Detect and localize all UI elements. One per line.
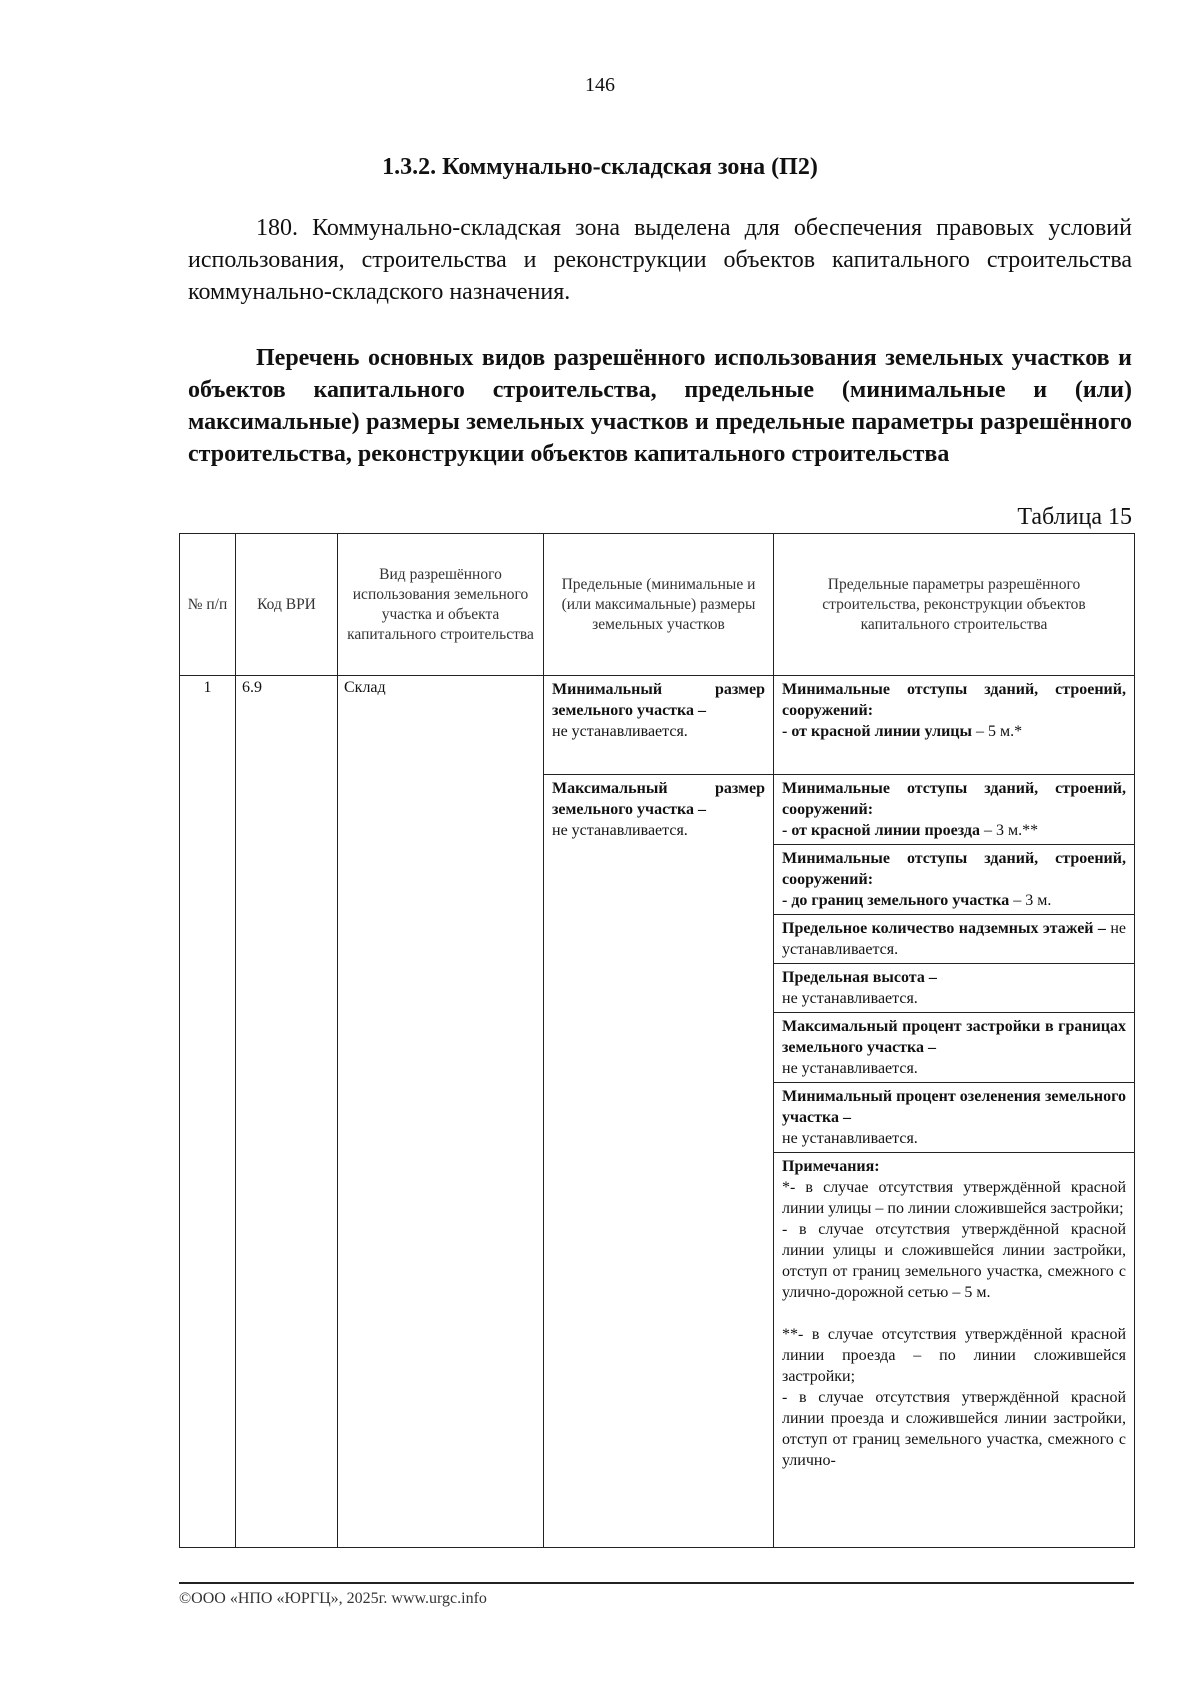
green-block: [774, 1083, 1134, 1153]
list-title: [188, 342, 1132, 470]
coverage-block: [774, 1013, 1134, 1083]
footer-copyright: ©ООО «НПО «ЮРГЦ», 2025г. www.urgc.info: [179, 1590, 487, 1607]
notes-3: **- в случае отсутствия утверждённой красной линии проезда – по линии сложившейся застройки;: [782, 1326, 1126, 1385]
green-label: Минимальный процент озеленения земельного участка –: [782, 1088, 1126, 1126]
height-label: Предельная высота –: [782, 969, 937, 986]
row-kind: Склад: [338, 676, 544, 1548]
max-size-value: не устанавливается.: [552, 822, 688, 839]
row-sizes: [544, 676, 774, 1548]
setback-road-block: [774, 775, 1134, 845]
page-number: 146: [585, 74, 615, 96]
paragraph-number: 180.: [256, 215, 298, 241]
header-kind: Вид разрешённого использования земельного участка и объекта капитального строительства: [338, 534, 544, 676]
zoning-table: [179, 533, 1135, 1548]
coverage-label: Максимальный процент застройки в границах земельного участка –: [782, 1018, 1126, 1056]
table-row: [180, 676, 1135, 1548]
floors-block: [774, 915, 1134, 964]
notes-block: [774, 1153, 1134, 1474]
table-header-row: [180, 534, 1135, 676]
list-title-text: Перечень основных видов разрешённого использования земельных участков и объектов капитального строительства, предельные (минимальные и (или) максимальные) размеры земельных участков и предельные параметры разрешённого строительства, реконструкции объектов капитального строительства: [188, 345, 1132, 467]
height-block: [774, 964, 1134, 1013]
setback-street-label: Минимальные отступы зданий, строений, сооружений:: [782, 681, 1126, 719]
height-value: не устанавливается.: [782, 990, 918, 1007]
setback-street-value: – 5 м.*: [972, 723, 1023, 740]
row-num: 1: [180, 676, 236, 1548]
header-sizes: Предельные (минимальные и (или максимальные) размеры земельных участков: [544, 534, 774, 676]
coverage-value: не устанавливается.: [782, 1060, 918, 1077]
setback-border-line: - до границ земельного участка: [782, 892, 1010, 909]
header-code: Код ВРИ: [236, 534, 338, 676]
setback-street-block: [774, 676, 1134, 775]
paragraph-text: Коммунально-складская зона выделена для обеспечения правовых условий использования, строительства и реконструкции объектов капитального строительства коммунально-складского назначения.: [188, 215, 1132, 305]
header-params: Предельные параметры разрешённого строительства, реконструкции объектов капитального строительства: [774, 534, 1135, 676]
row-code: 6.9: [236, 676, 338, 1548]
green-value: не устанавливается.: [782, 1130, 918, 1147]
intro-paragraph: [188, 212, 1132, 308]
min-size-block: [544, 676, 773, 775]
setback-road-label: Минимальные отступы зданий, строений, сооружений:: [782, 780, 1126, 818]
notes-1: *- в случае отсутствия утверждённой красной линии улицы – по линии сложившейся застройки;: [782, 1179, 1126, 1217]
setback-border-block: [774, 845, 1134, 915]
table-caption: Таблица 15: [1017, 504, 1132, 530]
max-size-label: Максимальный размер земельного участка –: [552, 780, 765, 818]
notes-2: - в случае отсутствия утверждённой красной линии улицы и сложившейся линии застройки, отступ от границ земельного участка, смежного с улично-дорожной сетью – 5 м.: [782, 1221, 1126, 1301]
max-size-block: [544, 775, 773, 844]
setback-street-line: - от красной линии улицы: [782, 723, 972, 740]
setback-border-value: – 3 м.: [1009, 892, 1052, 909]
footer-rule: [179, 1582, 1134, 1584]
setback-road-line: - от красной линии проезда: [782, 822, 980, 839]
notes-4: - в случае отсутствия утверждённой красной линии проезда и сложившейся линии застройки, отступ от границ земельного участка, смежного с улично-: [782, 1389, 1126, 1469]
row-params: [774, 676, 1135, 1548]
min-size-label: Минимальный размер земельного участка –: [552, 681, 765, 719]
setback-border-label: Минимальные отступы зданий, строений, сооружений:: [782, 850, 1126, 888]
section-heading: 1.3.2. Коммунально-складская зона (П2): [382, 154, 818, 180]
header-num: № п/п: [180, 534, 236, 676]
notes-title: Примечания:: [782, 1158, 880, 1175]
setback-road-value: – 3 м.**: [979, 822, 1039, 839]
min-size-value: не устанавливается.: [552, 723, 688, 740]
floors-value: не устанавливается.: [782, 920, 1126, 958]
floors-label: Предельное количество надземных этажей –: [782, 920, 1106, 937]
